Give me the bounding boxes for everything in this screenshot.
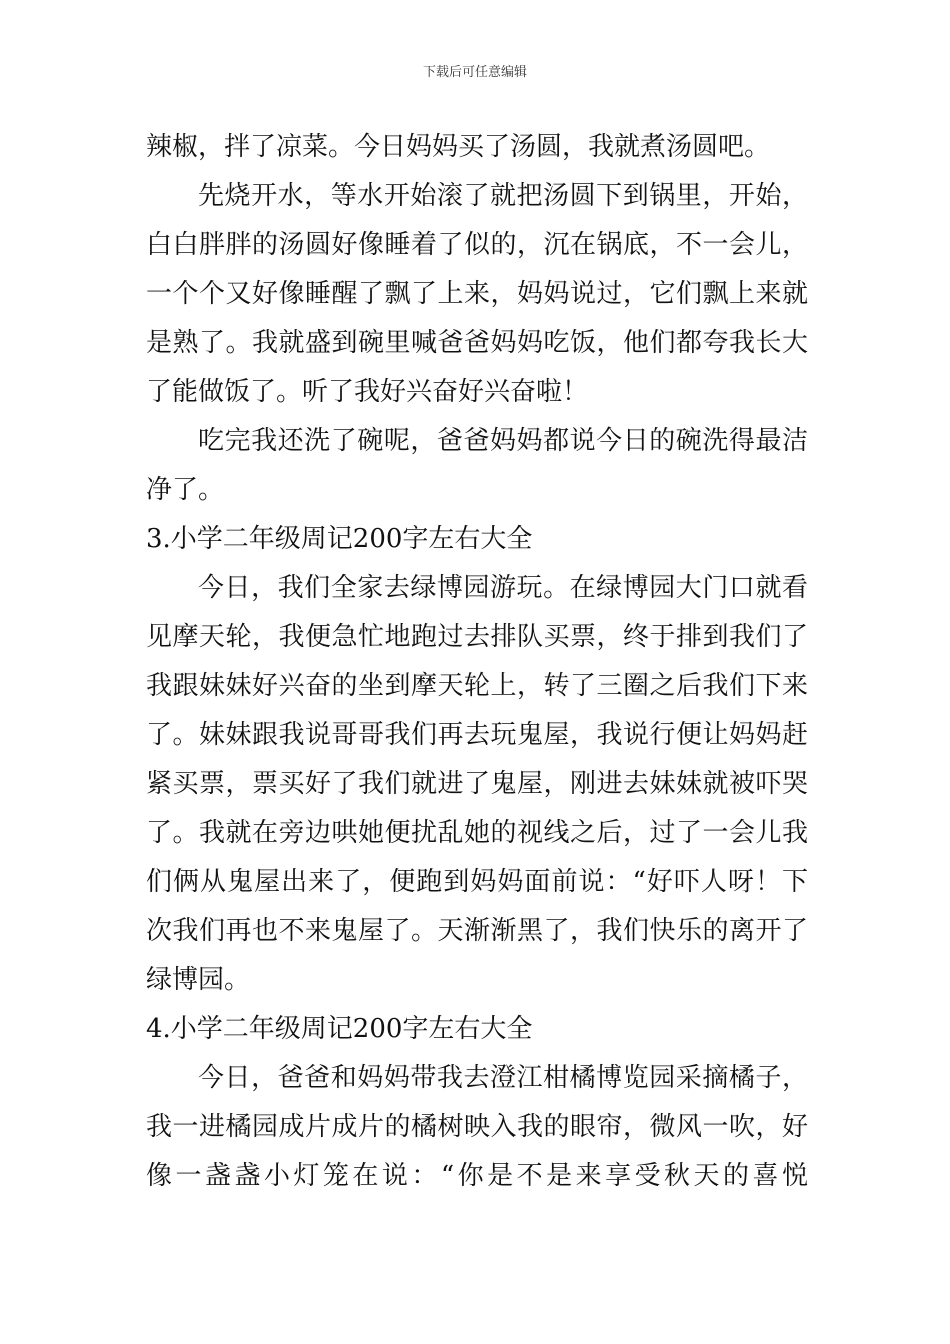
text-line: 我跟妹妹好兴奋的坐到摩天轮上，转了三圈之后我们下来 bbox=[146, 671, 808, 701]
paragraph-start-line: 先烧开水，等水开始滚了就把汤圆下到锅里，开始， bbox=[198, 181, 808, 211]
section-heading: 4.小学二年级周记200字左右大全 bbox=[146, 1014, 533, 1044]
text-line: 次我们再也不来鬼屋了。天渐渐黑了，我们快乐的离开了 bbox=[146, 916, 808, 946]
section-heading: 3.小学二年级周记200字左右大全 bbox=[146, 524, 533, 554]
text-line: 一个个又好像睡醒了飘了上来，妈妈说过，它们飘上来就 bbox=[146, 279, 808, 309]
text-line: 辣椒，拌了凉菜。今日妈妈买了汤圆，我就煮汤圆吧。 bbox=[146, 132, 771, 162]
text-line: 紧买票，票买好了我们就进了鬼屋，刚进去妹妹就被吓哭 bbox=[146, 769, 808, 799]
text-line: 是熟了。我就盛到碗里喊爸爸妈妈吃饭，他们都夸我长大 bbox=[146, 328, 808, 358]
paragraph-start-line: 吃完我还洗了碗呢，爸爸妈妈都说今日的碗洗得最洁 bbox=[198, 426, 808, 456]
text-line: 了能做饭了。听了我好兴奋好兴奋啦！ bbox=[146, 377, 589, 407]
text-line: 白白胖胖的汤圆好像睡着了似的，沉在锅底，不一会儿， bbox=[146, 230, 808, 260]
paragraph-start-line: 今日，爸爸和妈妈带我去澄江柑橘博览园采摘橘子， bbox=[198, 1063, 808, 1093]
text-line: 见摩天轮，我便急忙地跑过去排队买票，终于排到我们了 bbox=[146, 622, 808, 652]
text-line: 们俩从鬼屋出来了，便跑到妈妈面前说：“好吓人呀！下 bbox=[146, 867, 808, 897]
text-line: 像一盏盏小灯笼在说：“你是不是来享受秋天的喜悦 bbox=[146, 1161, 808, 1191]
text-line: 净了。 bbox=[146, 475, 225, 505]
text-line: 绿博园。 bbox=[146, 965, 251, 995]
page-header: 下载后可任意编辑 bbox=[422, 65, 527, 80]
text-line: 了。我就在旁边哄她便扰乱她的视线之后，过了一会儿我 bbox=[146, 818, 808, 848]
text-line: 我一进橘园成片成片的橘树映入我的眼帘，微风一吹，好 bbox=[146, 1112, 808, 1142]
text-line: 了。妹妹跟我说哥哥我们再去玩鬼屋，我说行便让妈妈赶 bbox=[146, 720, 808, 750]
paragraph-start-line: 今日，我们全家去绿博园游玩。在绿博园大门口就看 bbox=[198, 573, 808, 603]
document-body bbox=[146, 123, 808, 1201]
